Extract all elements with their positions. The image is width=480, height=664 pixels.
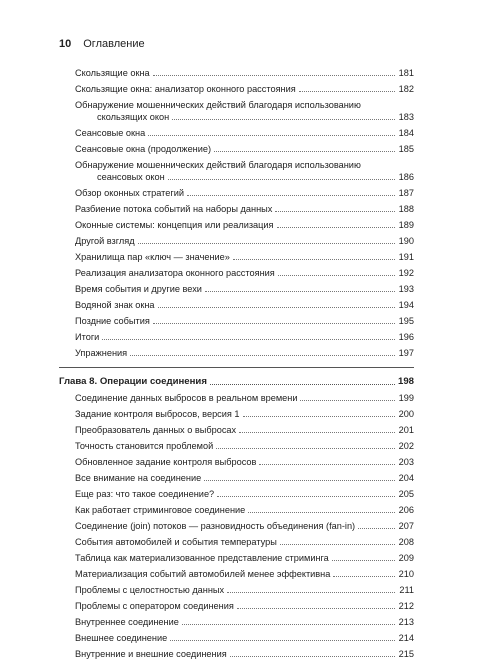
toc-entry[interactable]: [75, 408, 414, 420]
leader-dots: [187, 195, 395, 196]
toc-entry-title: Преобразователь данных о выбросах: [75, 425, 237, 435]
toc-entry-title: Водяной знак окна: [75, 300, 155, 310]
toc-entry[interactable]: [75, 203, 414, 215]
toc-entry-page: 200: [398, 409, 414, 419]
toc-entry[interactable]: [75, 267, 414, 279]
toc-entry-title: Все внимание на соединение: [75, 473, 202, 483]
toc-entry[interactable]: [75, 83, 414, 95]
toc-entry-title: Итоги: [75, 332, 100, 342]
leader-dots: [170, 640, 395, 641]
leader-dots: [300, 400, 395, 401]
toc-entry[interactable]: [75, 600, 414, 612]
toc-entry-title: Поздние события: [75, 316, 150, 326]
leader-dots: [233, 259, 395, 260]
toc-entry-title: Другой взгляд: [75, 236, 135, 246]
toc-entry-title: Задание контроля выбросов, версия 1: [75, 409, 240, 419]
toc-entry-title-cont: скользящих окон: [97, 112, 170, 122]
toc-entry[interactable]: [75, 632, 414, 644]
toc-section-after: [75, 392, 414, 660]
leader-dots: [275, 211, 395, 212]
toc-entry-page: 197: [398, 348, 414, 358]
toc-entry[interactable]: [75, 488, 414, 500]
leader-dots: [358, 528, 395, 529]
toc-entry-page: 196: [398, 332, 414, 342]
leader-dots: [182, 624, 395, 625]
leader-dots: [148, 135, 395, 136]
leader-dots: [239, 432, 395, 433]
toc-entry-title: Обновленное задание контроля выбросов: [75, 457, 257, 467]
page-header: [59, 38, 145, 50]
chapter-heading[interactable]: [59, 367, 414, 388]
toc-entry-title: Разбиение потока событий на наборы данных: [75, 204, 273, 214]
leader-dots: [153, 323, 395, 324]
leader-dots: [237, 608, 395, 609]
toc-entry[interactable]: [75, 67, 414, 79]
toc-entry-page: 188: [398, 204, 414, 214]
leader-dots: [278, 275, 395, 276]
toc-entry[interactable]: [75, 520, 414, 532]
toc-entry-page: 201: [398, 425, 414, 435]
toc-entry-page: 211: [399, 585, 414, 595]
toc-entry-page: 182: [398, 84, 414, 94]
toc-entry-title: Обнаружение мошеннических действий благодаря использованию: [75, 100, 361, 110]
toc-entry-title: Как работает стриминговое соединение: [75, 505, 246, 515]
toc-entry-title: Соединение (join) потоков — разновидность объединения (fan-in): [75, 521, 356, 531]
leader-dots: [205, 291, 395, 292]
toc-entry-title: Материализация событий автомобилей менее эффективна: [75, 569, 331, 579]
toc-entry-page: 209: [398, 553, 414, 563]
toc-entry-title: Хранилища пар «ключ — значение»: [75, 252, 230, 262]
toc-entry[interactable]: [75, 347, 414, 359]
toc-entry-page: 215: [398, 649, 414, 659]
toc-entry-page: 191: [398, 252, 414, 262]
leader-dots: [259, 464, 395, 465]
toc-entry-page: 181: [398, 68, 414, 78]
toc-entry-title: Проблемы с оператором соединения: [75, 601, 234, 611]
toc-entry[interactable]: [75, 299, 414, 311]
toc-entry[interactable]: [75, 584, 414, 596]
toc-entry-page: 206: [398, 505, 414, 515]
toc-entry-page: 186: [398, 172, 414, 182]
toc-entry-title: Точность становится проблемой: [75, 441, 214, 451]
toc-entry-title: Проблемы с целостностью данных: [75, 585, 225, 595]
leader-dots: [204, 480, 395, 481]
toc-entry[interactable]: [75, 440, 414, 452]
toc-entry-page: 184: [398, 128, 414, 138]
toc-entry-continuation: [75, 111, 414, 123]
toc-entry[interactable]: [75, 187, 414, 199]
leader-dots: [158, 307, 395, 308]
toc-entry-page: 195: [398, 316, 414, 326]
toc-entry-page: 212: [398, 601, 414, 611]
toc-entry-page: 214: [398, 633, 414, 643]
leader-dots: [248, 512, 395, 513]
leader-dots: [216, 448, 395, 449]
toc-entry[interactable]: [75, 456, 414, 468]
toc-entry[interactable]: [75, 424, 414, 436]
table-of-contents: [59, 67, 414, 664]
toc-entry-page: 208: [398, 537, 414, 547]
toc-entry-title: Обзор оконных стратегий: [75, 188, 184, 198]
toc-entry-title: Сеансовые окна: [75, 128, 146, 138]
running-title: Оглавление: [83, 38, 145, 50]
leader-dots: [230, 656, 395, 657]
toc-entry-page: 194: [398, 300, 414, 310]
toc-entry-title: Таблица как материализованное представление стриминга: [75, 553, 329, 563]
toc-entry-page: 189: [398, 220, 414, 230]
toc-entry[interactable]: [75, 143, 414, 155]
toc-entry-title: Оконные системы: концепция или реализация: [75, 220, 274, 230]
leader-dots: [280, 544, 395, 545]
toc-entry[interactable]: [75, 99, 414, 123]
toc-entry-page: 210: [398, 569, 414, 579]
leader-dots: [299, 91, 395, 92]
leader-dots: [153, 75, 395, 76]
toc-entry[interactable]: [75, 235, 414, 247]
toc-entry-title: Обнаружение мошеннических действий благодаря использованию: [75, 160, 361, 170]
toc-entry-title: Скользящие окна: [75, 68, 150, 78]
toc-entry[interactable]: [75, 219, 414, 231]
leader-dots: [210, 384, 395, 385]
leader-dots: [172, 119, 395, 120]
toc-entry-title: Сеансовые окна (продолжение): [75, 144, 212, 154]
toc-entry-title: Внешнее соединение: [75, 633, 168, 643]
leader-dots: [277, 227, 395, 228]
leader-dots: [102, 339, 395, 340]
leader-dots: [217, 496, 395, 497]
toc-entry-page: 213: [398, 617, 414, 627]
toc-entry[interactable]: [75, 552, 414, 564]
leader-dots: [332, 560, 395, 561]
toc-entry[interactable]: [75, 392, 414, 404]
toc-entry-title: События автомобилей и события температуры: [75, 537, 277, 547]
toc-entry[interactable]: [75, 127, 414, 139]
toc-entry-page: 190: [398, 236, 414, 246]
toc-entry-page: 207: [398, 521, 414, 531]
toc-entry-title-cont: сеансовых окон: [97, 172, 165, 182]
leader-dots: [227, 592, 395, 593]
toc-entry-title: Время события и другие вехи: [75, 284, 202, 294]
toc-entry-title: Скользящие окна: анализатор оконного расстояния: [75, 84, 296, 94]
chapter-page: 198: [397, 376, 414, 387]
toc-entry-page: 204: [398, 473, 414, 483]
toc-entry[interactable]: [75, 536, 414, 548]
toc-entry-continuation: [75, 171, 414, 183]
toc-entry[interactable]: [75, 504, 414, 516]
leader-dots: [214, 151, 395, 152]
toc-entry-title: Упражнения: [75, 348, 128, 358]
toc-entry-page: 192: [398, 268, 414, 278]
toc-entry[interactable]: [75, 251, 414, 263]
toc-entry[interactable]: [75, 616, 414, 628]
toc-entry-title: Еще раз: что такое соединение?: [75, 489, 215, 499]
toc-entry[interactable]: [75, 315, 414, 327]
toc-entry-title: Внутреннее соединение: [75, 617, 179, 627]
toc-entry-page: 185: [398, 144, 414, 154]
toc-entry-title: Реализация анализатора оконного расстояния: [75, 268, 275, 278]
toc-entry[interactable]: [75, 331, 414, 343]
toc-section-before: [75, 67, 414, 359]
toc-entry-page: 199: [398, 393, 414, 403]
toc-entry[interactable]: [75, 283, 414, 295]
toc-entry-page: 187: [398, 188, 414, 198]
toc-entry-page: 183: [398, 112, 414, 122]
toc-entry-page: 202: [398, 441, 414, 451]
page-number: 10: [59, 38, 72, 50]
leader-dots: [168, 179, 395, 180]
toc-entry[interactable]: [75, 568, 414, 580]
leader-dots: [333, 576, 395, 577]
toc-entry-page: 203: [398, 457, 414, 467]
toc-entry-page: 193: [398, 284, 414, 294]
toc-entry-title: Внутренние и внешние соединения: [75, 649, 227, 659]
toc-entry[interactable]: [75, 472, 414, 484]
leader-dots: [138, 243, 395, 244]
toc-entry-title: Соединение данных выбросов в реальном времени: [75, 393, 298, 403]
leader-dots: [243, 416, 395, 417]
chapter-title: Глава 8. Операции соединения: [59, 376, 207, 387]
toc-entry-page: 205: [398, 489, 414, 499]
leader-dots: [130, 355, 395, 356]
toc-entry[interactable]: [75, 159, 414, 183]
